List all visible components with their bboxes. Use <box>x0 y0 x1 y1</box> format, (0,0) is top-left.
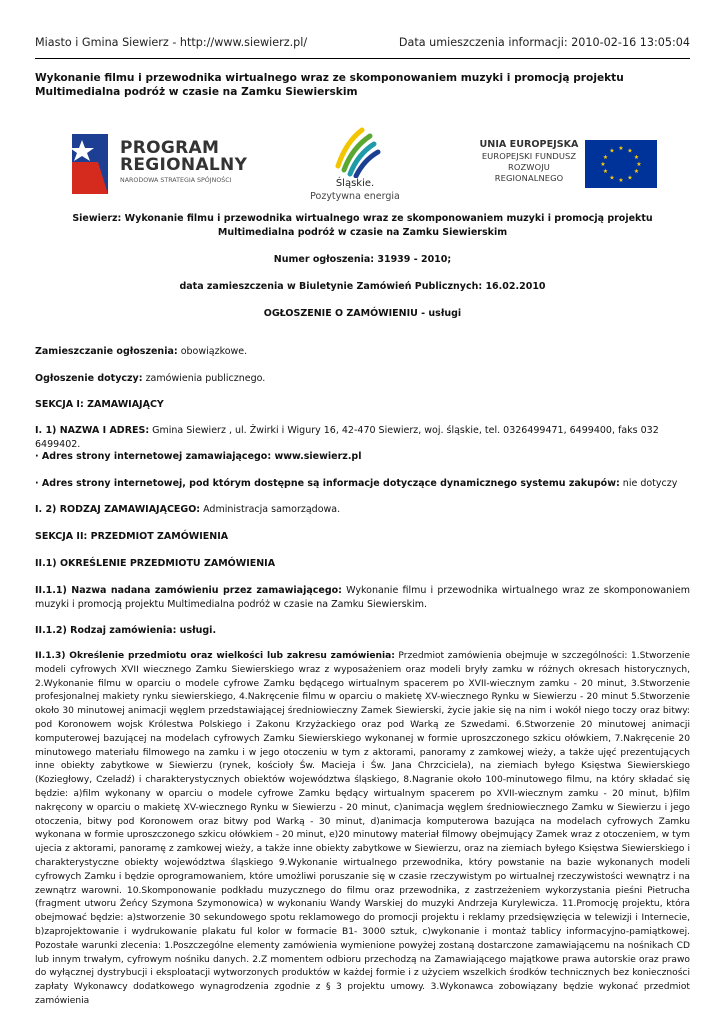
contract-kind: II.1.2) Rodzaj zamówienia: usługi. <box>35 625 217 636</box>
eu-logo-text <box>474 138 584 184</box>
authority-type-label: I. 2) RODZAJ ZAMAWIAJĄCEGO: <box>35 504 201 515</box>
svg-text:★: ★ <box>602 168 609 175</box>
notice-heading: Siewierz: Wykonanie filmu i przewodnika wirtualnego wraz ze skomponowaniem muzyki i promocją projektu Multimedialna podróż w czasie na Zamku Siewierskim <box>72 213 653 238</box>
notice-date: data zamieszczenia w Biuletynie Zamówień Publicznych: 16.02.2010 <box>179 281 546 292</box>
contract-scope-label: II.1.3) Określenie przedmiotu oraz wielkości lub zakresu zamówienia: <box>35 651 395 661</box>
svg-text:★: ★ <box>609 147 615 155</box>
eu-line1: UNIA EUROPEJSKA <box>479 139 579 150</box>
header-divider <box>35 58 690 59</box>
program-regionalny-emblem-icon <box>68 132 120 196</box>
contract-name-value: Wykonanie filmu i przewodnika wirtualnego wraz ze skomponowaniem muzyki i promocją projektu Multimedialna podróż w czasie na Zamku Siewierskim. <box>35 585 690 610</box>
posting-mode-label: Zamieszczanie ogłoszenia: <box>35 346 178 357</box>
site-name: Miasto i Gmina Siewierz - http://www.siewierz.pl/ <box>35 36 308 49</box>
section-2-heading: SEKCJA II: PRZEDMIOT ZAMÓWIENIA <box>35 531 229 542</box>
dps-website-value: nie dotyczy <box>619 478 678 489</box>
authority-label: I. 1) NAZWA I ADRES: <box>35 425 150 436</box>
section-1-heading: SEKCJA I: ZAMAWIAJĄCY <box>35 399 164 410</box>
eu-line3: ROZWOJU REGIONALNEGO <box>494 162 564 183</box>
slaskie-name: Śląskie. <box>335 178 375 189</box>
authority-website: · Adres strony internetowej zamawiającego: www.siewierz.pl <box>35 451 362 462</box>
authority-type <box>35 503 690 517</box>
slaskie-waves-icon <box>300 122 410 178</box>
svg-text:★: ★ <box>618 177 624 184</box>
page-header <box>35 36 690 49</box>
svg-text:★: ★ <box>609 174 615 182</box>
svg-text:★: ★ <box>627 174 633 182</box>
eu-line2: EUROPEJSKI FUNDUSZ <box>481 151 577 161</box>
eu-flag-icon <box>585 140 657 188</box>
contracting-authority <box>35 424 690 452</box>
program-regionalny-text <box>120 140 247 184</box>
svg-text:★: ★ <box>636 161 642 168</box>
contract-name-label: II.1.1) Nazwa nadana zamówieniu przez zamawiającego: <box>35 585 342 596</box>
svg-text:★: ★ <box>633 168 640 175</box>
posting-mode-value: obowiązkowe. <box>177 346 248 357</box>
svg-text:★: ★ <box>633 154 640 161</box>
svg-text:★: ★ <box>602 154 609 161</box>
authority-value: Gmina Siewierz , ul. Żwirki i Wigury 16, 42-470 Siewierz, woj. śląskie, tel. 0326499471, 6499400, faks 032 6499402. <box>35 425 659 450</box>
svg-text:★: ★ <box>600 161 606 168</box>
contract-name <box>35 584 690 612</box>
slaskie-logo <box>300 122 410 206</box>
slaskie-tagline: Pozytywna energia <box>310 191 400 202</box>
dps-website-label: · Adres strony internetowej, pod którym dostępne są informacje dotyczące dynamicznego systemu zakupów: <box>35 478 620 489</box>
subject-heading: II.1) OKREŚLENIE PRZEDMIOTU ZAMÓWIENIA <box>35 558 276 569</box>
notice-concerns <box>35 372 690 386</box>
notice-number: Numer ogłoszenia: 31939 - 2010; <box>273 254 452 265</box>
program-subtitle: NARODOWA STRATEGIA SPÓJNOŚCI <box>120 177 232 184</box>
program-line2: REGIONALNY <box>120 155 248 175</box>
program-regionalny-logo <box>68 132 268 198</box>
posting-mode <box>35 345 690 359</box>
svg-text:★: ★ <box>618 145 624 152</box>
dps-website <box>35 477 690 491</box>
program-line1: PROGRAM <box>120 138 220 158</box>
contract-scope-value: Przedmiot zamówienia obejmuje w szczególności: 1.Stworzenie modeli cyfrowych XVII wiecznego Zamku Siewierskiego wraz z wyposażeniem oraz modeli bryły zamku w różnych okresach historycznych, 2.Wykonanie filmu w oparciu o modele cyfrowe Zamku będącego wirtualnym spacerem po XVII-wiecznym zamku - 20 minut, 3.Stworzenie profesjonalnej makiety rynku siewierskiego, 4.Nakręcenie filmu w oparciu o makietę XV-wiecznego Rynku w Siewierzu - 20 minut 5.Stworzenie około 30 minutowej animacji węglem przedstawiającej średniowieczny Zamek Siewierski, życie jakie się na nim i wokół niego toczy oraz bitwy: pod Koronowem wojsk Królestwa Polskiego i Zakonu Krzyżackiego oraz pod Warką ze Szwedami. 6.Stworzenie 20 minutowej animacji komputerowej bazującej na modelach cyfrowych Zamku Siewierskiego wykonanej w formie uproszczonego szkicu ołówkiem, 7.Nakręcenie 20 minutowego materiału filmowego na zamku i w jego otoczeniu w tym z aktorami, panoramy z zamkowej wieży, a także ujęć prezentujących inne obiekty zabytkowe w Siewierzu (rynek, kościoły Św. Macieja i Św. Jana Chrzciciela), na ziemiach byłego Księstwa Siewierskiego (Koziegłowy, Czeladź) i charakterystycznych obiektów województwa śląskiego, 8.Nagranie około 100-minutowego filmu, na który składać się będzie: a)film wykonany w oparciu o modele cyfrowe Zamku będący wirtualnym spacerem po XVII-wiecznym zamku - 20 minut, b)film nakręcony w oparciu o makietę XV-wiecznego Rynku w Siewierzu - 20 minut, c)animacja węglem średniowiecznego Zamku w Siewierzu i jego otoczenia, bitwy pod Koronowem oraz bitwy pod Warką - 30 minut, d)animacja komputerowa bazująca na modelach cyfrowych Zamku wykonana w formie uproszczonego szkicu ołówkiem - 20 minut, e)20 minutowy materiał filmowy obejmujący Zamek wraz z otoczeniem, w tym ujecia z aktorami, panoramę z zamkowej wieży, a także inne obiekty zabytkowe w Siewierzu, oraz na ziemiach byłego Księstwa Siewierskiego i charakterystyczne obiekty województwa śląskiego 9.Wykonanie wirtualnego przewodnika, który powstanie na bazie wykonanych modeli cyfrowych Zamku i będzie oprogramowaniem, które umożliwi poruszanie się w czasie rzeczywistym po wirtualnej rzeczywistości wewnątrz i na zewnątrz warowni. 10.Skomponowanie podkładu muzycznego do filmu oraz przewodnika, z zastrzeżeniem wykorzystania pieśni Pietrucha (fragment utworu Żeńcy Szymona Szymonowica) w wykonaniu Wandy Warskiej do muzyki Andrzeja Kurylewicza. 11.Promocję projektu, która obejmować będzie: a)stworzenie 30 sekundowego spotu reklamowego do promocji projektu i reklamy przedsięwzięcia w telewizji i Internecie, b)zaprojektowanie i wydrukowanie plakatu ful kolor w formacie B1- 3000 sztuk, c)wykonanie i montaż tablicy informacyjno-pamiątkowej. Pozostałe warunki zlecenia: 1.Poszczególne elementy zamówienia wymienione powyżej zostaną dostarczone zamawiającemu na nośnikach CD lub innym trwałym, cyfrowym nośniku danych. 2.Z momentem odbioru przechodzą na Zamawiającego majątkowe prawa autorskie oraz prawo do wyłącznej dystrybucji i eksploatacji wytworzonych produktów w każdej formie i z użyciem wszelkich środków technicznych bez konieczności zapłaty Wykonawcy dodatkowego wynagrodzenia zgodnie z § 3 projektu umowy. 3.Wykonawca zobowiązany będzie wykonać przedmiot zamówienia <box>35 651 690 1006</box>
document-title: Wykonanie filmu i przewodnika wirtualnego wraz ze skomponowaniem muzyki i promocją projektu Multimedialna podróż w czasie na Zamku Siewierskim <box>35 72 624 98</box>
notice-type: OGŁOSZENIE O ZAMÓWIENIU - usługi <box>263 308 462 319</box>
svg-text:★: ★ <box>627 147 633 155</box>
notice-concerns-value: zamówienia publicznego. <box>142 373 266 384</box>
contract-scope <box>35 650 690 1009</box>
notice-concerns-label: Ogłoszenie dotyczy: <box>35 373 143 384</box>
authority-type-value: Administracja samorządowa. <box>200 504 341 515</box>
publish-date: Data umieszczenia informacji: 2010-02-16 13:05:04 <box>398 36 690 49</box>
